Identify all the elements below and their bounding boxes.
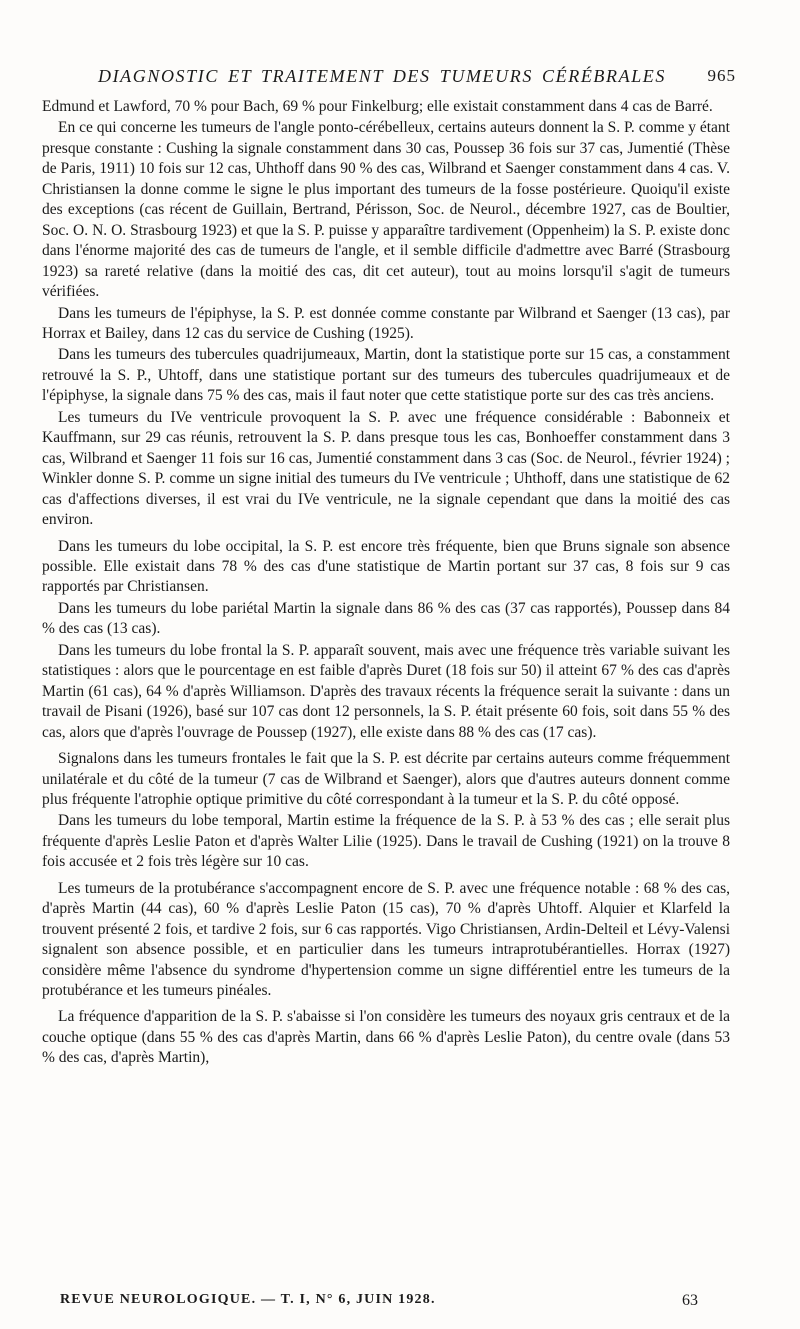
paragraph: Dans les tumeurs du lobe pariétal Martin la signale dans 86 % des cas (37 cas rapportés), Poussep dans 84 % des cas (13 cas). [42, 599, 730, 638]
paragraph: Edmund et Lawford, 70 % pour Bach, 69 % pour Finkelburg; elle existait constamment dans 4 cas de Barré. [42, 98, 713, 115]
page-footer [60, 1292, 698, 1314]
paragraph: Dans les tumeurs du lobe temporal, Martin estime la fréquence de la S. P. à 53 % des cas ; elle serait plus fréquente d'après Leslie Paton et d'après Walter Lilie (1925). Dans le travail de Cushing (1921) on la trouve 8 fois accusée et 2 fois très légère sur 10 cas. [42, 812, 730, 871]
page-number: 965 [707, 66, 736, 85]
paragraph: Les tumeurs de la protubérance s'accompagnent encore de S. P. avec une fréquence notable : 68 % des cas, d'après Martin (44 cas), 60 % d'après Leslie Paton (15 cas), 70 % d'après Uhtoff. Alquier et Klarfeld la trouvent présenté 2 fois, et tardive 2 fois, sur 6 cas rapportés. Vigo Christiansen, Ardin-Delteil et Lévy-Valensi signalent son absence possible, et en particulier dans les tumeurs intraprotubérantielles. Horrax (1927) considère même l'absence du syndrome d'hypertension comme un signe différentiel entre les tumeurs de la protubérance et les tumeurs pinéales. [42, 879, 730, 1000]
article-body [42, 97, 730, 1070]
paragraph: Dans les tumeurs du lobe frontal la S. P. apparaît souvent, mais avec une fréquence très variable suivant les statistiques : alors que le pourcentage en est faible d'après Duret (18 fois sur 50) il atteint 67 % des cas d'après Martin (61 cas), 64 % d'après Williamson. D'après des travaux récents la fréquence serait la suivante : dans un travail de Pisani (1926), basé sur 107 cas dont 12 personnels, la S. P. était présente 60 fois, soit dans 55 % des cas, alors que d'après l'ouvrage de Poussep (1927), elle existe dans 88 % des cas (17 cas). [42, 641, 730, 741]
paragraph: Dans les tumeurs du lobe occipital, la S. P. est encore très fréquente, bien que Bruns signale son absence possible. Elle existait dans 78 % des cas d'une statistique de Martin portant sur 37 cas, 8 fois sur 9 cas rapportés par Christiansen. [42, 537, 730, 596]
paragraph: En ce qui concerne les tumeurs de l'angle ponto-cérébelleux, certains auteurs donnent la S. P. comme y étant presque constante : Cushing la signale constamment dans 30 cas, Poussep 36 fois sur 37 cas, Jumentié (Thèse de Paris, 1911) 10 fois sur 12 cas, Uhthoff dans 90 % des cas, Wilbrand et Saenger constamment dans 4 cas. V. Christiansen la donne comme le signe le plus important des tumeurs de la fosse postérieure. Quoiqu'il existe des exceptions (cas récent de Guillain, Bertrand, Périsson, Soc. de Neurol., décembre 1927, cas de Boultier, Soc. O. N. O. Strasbourg 1923) et que la S. P. puisse y apparaître tardivement (Oppenheim) la S. P. existe donc dans l'énorme majorité des cas de tumeurs de l'angle, et il semble difficile d'admettre avec Barré (Strasbourg 1923) sa rareté relative (dans la moitié des cas, dit cet auteur), tout au moins lorsqu'il s'agit de tumeurs vérifiées. [42, 119, 730, 301]
paragraph: La fréquence d'apparition de la S. P. s'abaisse si l'on considère les tumeurs des noyaux gris centraux et de la couche optique (dans 55 % des cas d'après Martin, dans 66 % d'après Leslie Paton), du centre ovale (dans 53 % des cas, d'après Martin), [42, 1008, 730, 1067]
paragraph: Dans les tumeurs des tubercules quadrijumeaux, Martin, dont la statistique porte sur 15 cas, a constamment retrouvé la S. P., Uhtoff, dans une statistique portant sur des tumeurs des tubercules quadrijumeaux et de l'épiphyse, la signale dans 75 % des cas, mais il faut noter que cette statistique porte sur des cas très anciens. [42, 346, 730, 405]
running-title: DIAGNOSTIC ET TRAITEMENT DES TUMEURS CÉRÉBRALES [97, 66, 667, 86]
paragraph: Signalons dans les tumeurs frontales le fait que la S. P. est décrite par certains auteurs comme fréquemment unilatérale et du côté de la tumeur (7 cas de Wilbrand et Saenger), alors que d'autres auteurs donnent comme plus fréquente l'atrophie optique primitive du côté correspondant à la tumeur et la S. P. du côté opposé. [42, 750, 730, 808]
journal-citation: REVUE NEUROLOGIQUE. — T. I, N° 6, JUIN 1928. [60, 1292, 436, 1307]
folio-number: 63 [682, 1292, 698, 1309]
paragraph: Les tumeurs du IVe ventricule provoquent la S. P. avec une fréquence considérable : Babonneix et Kauffmann, sur 29 cas réunis, retrouvent la S. P. dans presque tous les cas, Bonhoeffer constamment dans 3 cas, Wilbrand et Saenger 11 fois sur 16 cas, Jumentié constamment dans 3 cas (Soc. de Neurol., février 1924) ; Winkler donne S. P. comme un signe initial des tumeurs du IVe ventricule ; Uhthoff, dans une statistique de 62 cas d'affections diverses, il est vrai du IVe ventricule, ne la signale cependant que dans la moitié des cas environ. [42, 408, 730, 529]
running-header [88, 66, 736, 88]
paragraph: Dans les tumeurs de l'épiphyse, la S. P. est donnée comme constante par Wilbrand et Saenger (13 cas), par Horrax et Bailey, dans 12 cas du service de Cushing (1925). [42, 304, 730, 342]
